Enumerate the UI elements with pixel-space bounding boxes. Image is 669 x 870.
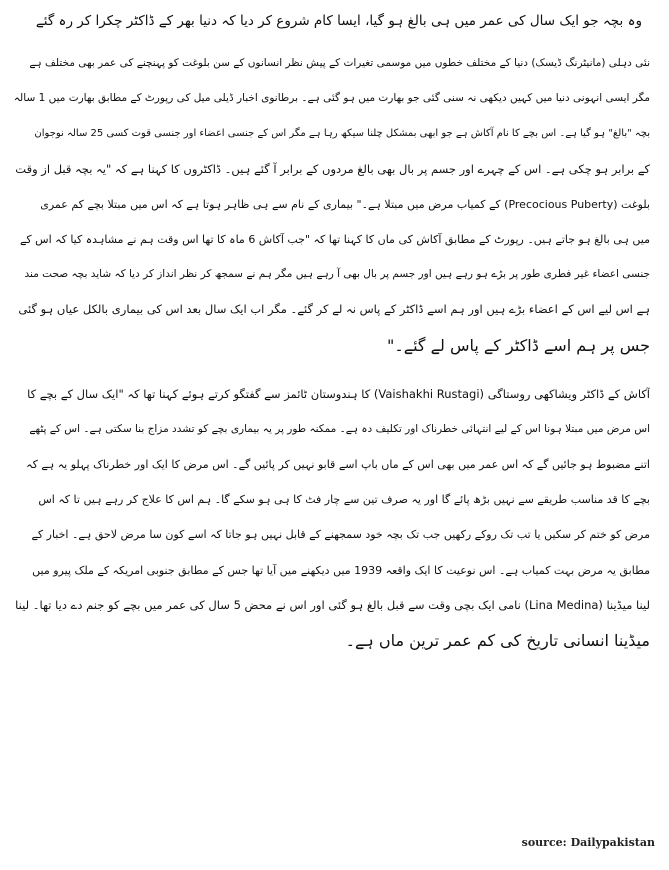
- article-paragraph-1: [14, 46, 650, 363]
- article-headline: وہ بچہ جو ایک سال کی عمر میں ہی بالغ ہو گیا، ایسا کام شروع کر دیا کہ دنیا بھر کے ڈاکٹر چکرا کر رہ گئے: [35, 13, 642, 29]
- paragraph-line: اس مرض میں مبتلا ہونا اس کے لیے انتہائی خطرناک اور تکلیف دہ ہے۔ ممکنہ طور پر یہ بیماری بچے کو تشدد مزاج بنا سکتی ہے۔ اس کے پٹھے: [29, 422, 650, 435]
- paragraph-line: جس پر ہم اسے ڈاکٹر کے پاس لے گئے۔": [386, 335, 650, 355]
- paragraph-line: میڈینا انسانی تاریخ کی کم عمر ترین ماں ہے۔: [345, 631, 650, 650]
- paragraph-line: جنسی اعضاء غیر فطری طور پر بڑے ہو رہے ہیں اور جسم پر بال بھی آ رہے ہیں مگر ہم نے سمجھ کر نظر انداز کر دیا کہ شاید بچہ صحت مند: [24, 268, 650, 281]
- paragraph-line: آکاش کے ڈاکٹر ویشاکھی روستاگی (Vaishakhi Rustagi) کا ہندوستان ٹائمز سے گفتگو کرتے ہوئے کہنا تھا کہ "ایک سال کے بچے کا: [27, 386, 650, 401]
- article-paragraph-2: [14, 377, 650, 659]
- paragraph-spacer: [14, 363, 650, 377]
- paragraph-line: اتنے مضبوط ہو جائیں گے کہ اس عمر میں بھی اس کے ماں باپ اسے قابو نہیں کر پائیں گے۔ اس مرض کا ایک اور خطرناک پہلو یہ ہے کہ: [26, 458, 650, 472]
- paragraph-line: مطابق یہ مرض بہت کمیاب ہے۔ اس نوعیت کا ایک واقعہ 1939 میں دیکھنے میں آیا تھا جس کے مطابق جنوبی امریکہ کے ملک پیرو میں: [32, 563, 650, 577]
- paragraph-line: میں ہی بالغ ہو جاتے ہیں۔ رپورٹ کے مطابق آکاش کی ماں کا کہنا تھا کہ "جب آکاش 6 ماہ کا تھا اس وقت ہم نے مشاہدہ کیا کہ اس کے: [19, 232, 650, 246]
- paragraph-line: مگر ایسی انہونی دنیا میں کہیں دیکھی نہ سنی گئی جو بھارت میں ہو گئی ہے۔ برطانوی اخبار ڈیلی میل کی رپورٹ کے مطابق بھارت میں 1 سالہ: [14, 92, 650, 105]
- paragraph-line: نئی دہلی (مانیٹرنگ ڈیسک) دنیا کے مختلف خطوں میں موسمی تغیرات کے پیش نظر انسانوں کے سن بلوغت کو پہنچنے کی عمر بھی مختلف ہے: [29, 57, 650, 69]
- paragraph-line: بچے کا قد مناسب طریقے سے نہیں بڑھ پائے گا اور یہ صرف تین سے چار فٹ کا ہی ہو سکے گا۔ ہم اس کا علاج کر رہے ہیں تا کہ اس: [38, 493, 650, 507]
- paragraph-line: لینا میڈینا (Lina Medina) نامی ایک بچی وقت سے قبل بالغ ہو گئی اور اس نے محض 5 سال کی عمر میں بچے کو جنم دے دیا تھا۔ لینا: [15, 597, 650, 612]
- news-article: [14, 6, 650, 658]
- paragraph-line: ہے اس لیے اس کے اعضاء بڑے ہیں اور ہم اسے ڈاکٹر کے پاس نہ لے کر گئے۔ مگر اب ایک سال بعد اس کی بیماری بالکل عیاں ہو گئی: [18, 302, 650, 317]
- paragraph-line: بلوغت (Precocious Puberty) کے کمیاب مرض میں مبتلا ہے۔" بیماری کے نام سے ہی ظاہر ہوتا ہے کہ اس میں مبتلا بچے کم عمری: [40, 197, 650, 211]
- paragraph-line: بچہ "بالغ" ہو گیا ہے۔ اس بچے کا نام آکاش ہے جو ابھی بمشکل چلنا سیکھ رہا ہے مگر اس کے جنسی اعضاء اور جنسی قوت کسی 25 سالہ نوجوان: [34, 128, 650, 140]
- paragraph-line: کے برابر ہو چکی ہے۔ اس کے چہرے اور جسم پر بال بھی بالغ مردوں کے برابر آ گئے ہیں۔ ڈاکٹروں کا کہنا ہے کہ "یہ بچہ قبل از وقت: [15, 161, 650, 176]
- paragraph-line: مرض کو ختم کر سکیں یا تب تک روکے رکھیں جب تک بچہ خود سمجھنے کے قابل نہیں ہو جاتا کہ اسے کون سا مرض لاحق ہے۔ اخبار کے: [31, 528, 650, 542]
- source-credit: source: Dailypakistan: [521, 836, 655, 849]
